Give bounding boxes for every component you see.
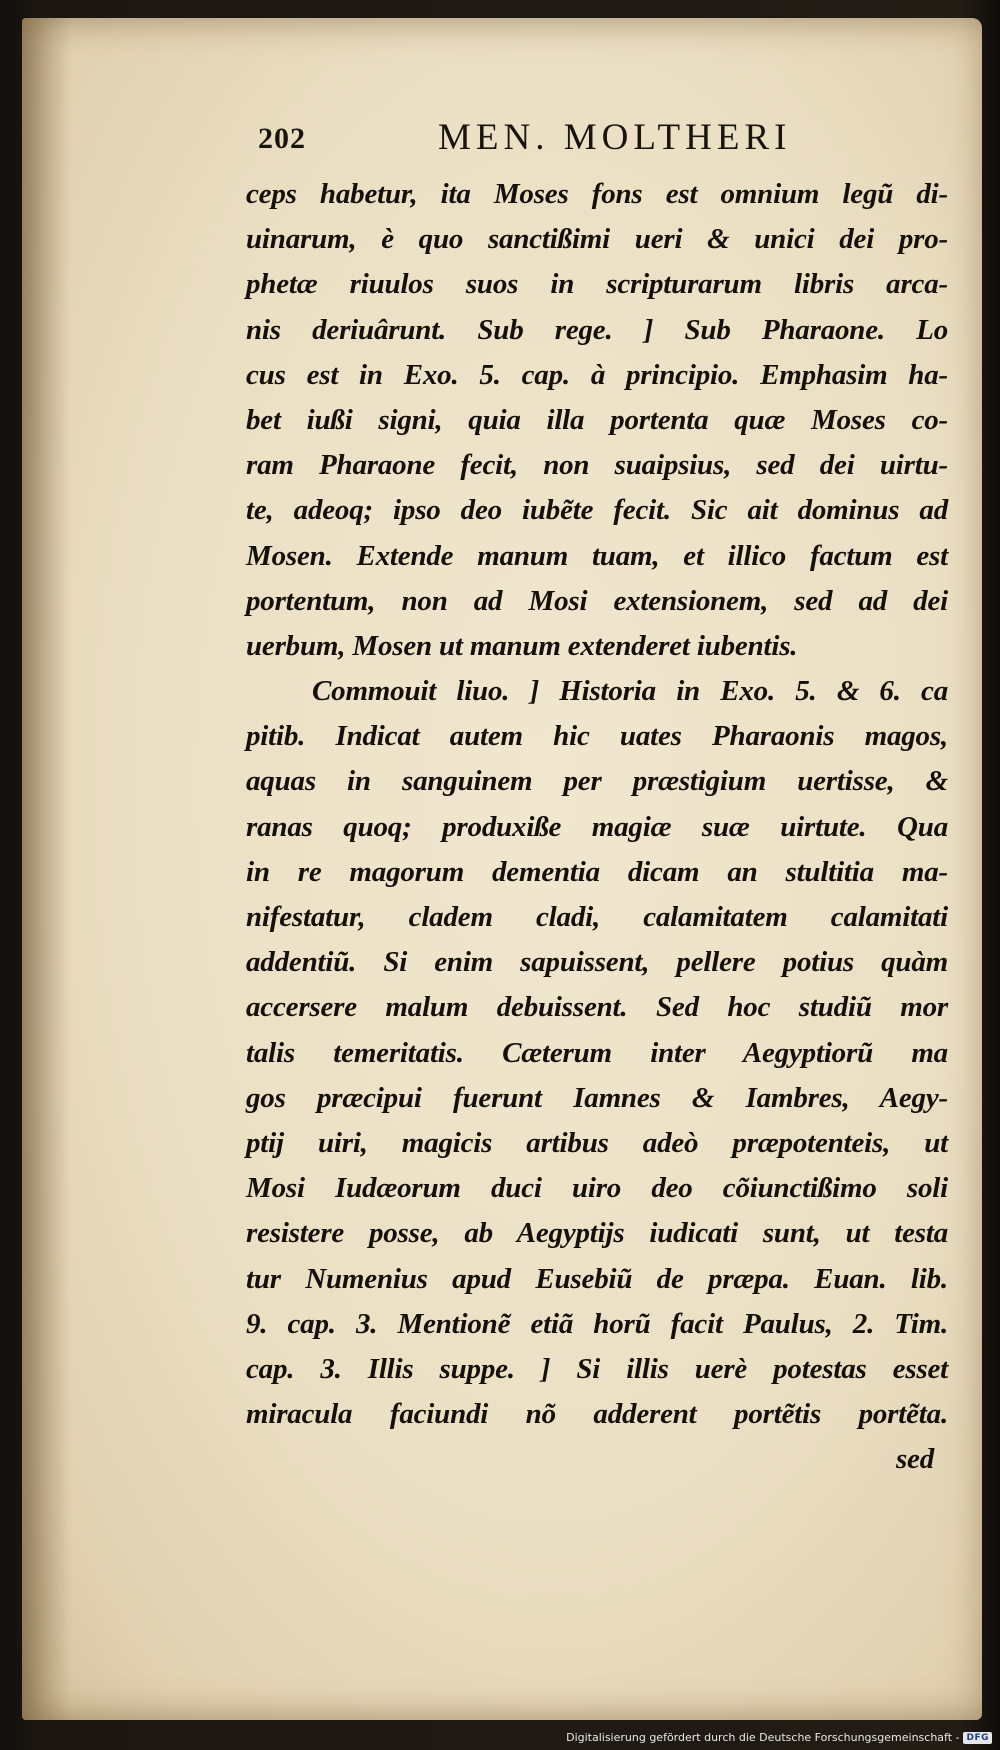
catchword: sed bbox=[895, 1443, 934, 1476]
text-line: ram Pharaone fecit, non suaipsius, sed dei uirtu- bbox=[246, 449, 948, 482]
text-line: nifestatur, cladem cladi, calamitatem calamitati bbox=[246, 901, 948, 933]
text-line: 9. cap. 3. Mentionẽ etiã horũ facit Paulus, 2. Tim. bbox=[246, 1307, 948, 1340]
credit-text: Digitalisierung gefördert durch die Deutsche Forschungsgemeinschaft - bbox=[566, 1731, 960, 1744]
text-line: cus est in Exo. 5. cap. à principio. Emphasim ha- bbox=[246, 358, 948, 391]
text-line: ranas quoq; produxiße magiæ suæ uirtute. Qua bbox=[246, 810, 948, 843]
text-line: accersere malum debuissent. Sed hoc studiũ mor bbox=[246, 991, 948, 1024]
text-line: miracula faciundi nõ adderent portẽtis portẽta. bbox=[246, 1398, 948, 1431]
running-head bbox=[258, 116, 848, 166]
text-line: talis temeritatis. Cæterum inter Aegyptiorũ ma bbox=[246, 1036, 948, 1069]
text-line: te, adeoq; ipso deo iubẽte fecit. Sic ait dominus ad bbox=[246, 494, 948, 527]
digitization-credit bbox=[566, 1731, 992, 1744]
body-text bbox=[246, 172, 948, 1482]
text-line: gos præcipui fuerunt Iamnes & Iambres, Aegy- bbox=[246, 1081, 948, 1114]
text-line: in re magorum dementia dicam an stultitia ma- bbox=[246, 855, 948, 888]
page-number: 202 bbox=[258, 122, 306, 155]
text-line: ceps habetur, ita Moses fons est omnium legũ di- bbox=[246, 178, 948, 210]
text-line: ptij uiri, magicis artibus adeò præpotenteis, ut bbox=[246, 1126, 948, 1159]
text-line: nis deriuârunt. Sub rege. ] Sub Pharaone. Lo bbox=[246, 313, 948, 346]
text-line: bet iußi signi, quia illa portenta quæ Moses co- bbox=[246, 403, 948, 436]
dfg-logo: DFG bbox=[963, 1732, 992, 1744]
text-line: uinarum, è quo sanctißimi ueri & unici dei pro- bbox=[246, 223, 948, 256]
text-line: Commouit liuo. ] Historia in Exo. 5. & 6. ca bbox=[312, 675, 948, 708]
text-line: pitib. Indicat autem hic uates Pharaonis magos, bbox=[246, 720, 948, 753]
text-line: phetæ riuulos suos in scripturarum libris arca- bbox=[246, 268, 948, 301]
text-line: resistere posse, ab Aegyptijs iudicati sunt, ut testa bbox=[246, 1217, 948, 1250]
text-line: addentiũ. Si enim sapuissent, pellere potius quàm bbox=[246, 946, 948, 979]
text-line: aquas in sanguinem per præstigium uertisse, & bbox=[246, 765, 948, 798]
text-line: tur Numenius apud Eusebiũ de præpa. Euan. lib. bbox=[246, 1262, 948, 1295]
text-line: Mosi Iudæorum duci uiro deo cõiunctißimo soli bbox=[246, 1172, 948, 1205]
running-title: MEN. MOLTHERI bbox=[438, 117, 792, 158]
text-line: uerbum, Mosen ut manum extenderet iubentis. bbox=[246, 629, 798, 662]
text-line: Mosen. Extende manum tuam, et illico factum est bbox=[246, 539, 948, 572]
text-line: cap. 3. Illis suppe. ] Si illis uerè potestas esset bbox=[246, 1352, 948, 1385]
text-line: portentum, non ad Mosi extensionem, sed ad dei bbox=[246, 584, 948, 617]
